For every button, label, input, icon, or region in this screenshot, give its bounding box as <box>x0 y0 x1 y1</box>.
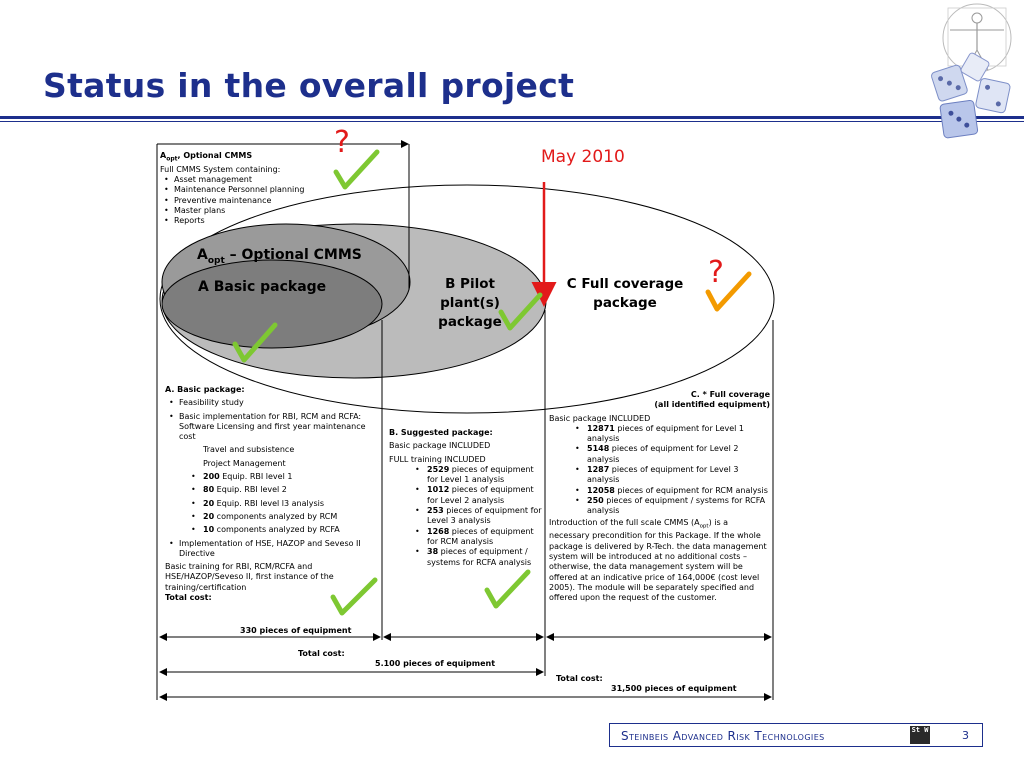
equipment-desc: pieces of equipment for Level 2 analysis <box>427 485 534 505</box>
suggested-list <box>389 465 544 568</box>
equipment-count: 1268 <box>427 526 450 536</box>
basic-training: Basic training for RBI, RCM/RCFA and HSE/HAZOP/Seveso II, first instance of the training/certification <box>165 562 334 592</box>
checkmark-icon-suggested-total <box>487 572 528 606</box>
equipment-item <box>389 465 544 486</box>
basic-item-implementation: • Basic implementation for RBI, RCM and RCFA: Software Licensing and first year maintenance cost <box>165 412 377 443</box>
steinbeis-logo-icon: St W <box>910 726 930 744</box>
equipment-count: 2529 <box>427 464 450 474</box>
equipment-count: 12871 <box>587 423 615 433</box>
optional-cmms-item: • Maintenance Personnel planning <box>160 185 340 195</box>
equipment-count: 5148 <box>587 444 610 454</box>
equipment-item <box>549 444 770 465</box>
equipment-item <box>165 485 377 495</box>
equipment-item <box>549 486 770 496</box>
equipment-desc: pieces of equipment for RCM analysis <box>614 485 768 495</box>
equipment-item <box>549 424 770 445</box>
equipment-count: 12058 <box>587 485 615 495</box>
full-title-1: C. * Full coverage <box>690 390 770 399</box>
aopt-ellipse-label: $A_{opt}$ – Optional CMMS <box>197 247 362 266</box>
optional-cmms-list <box>160 175 340 226</box>
equipment-desc: pieces of equipment for Level 2 analysis <box>587 444 739 464</box>
equipment-desc: components analyzed by RCM <box>214 511 338 521</box>
equipment-item <box>549 465 770 486</box>
suggested-training-included: FULL training INCLUDED <box>389 454 486 464</box>
basic-item-travel: Travel and subsistence <box>203 445 295 455</box>
equipment-desc: Equip. RBI level 1 <box>219 472 293 482</box>
c-full-label: C Full coverage package <box>566 276 684 311</box>
equipment-desc: pieces of equipment for Level 1 analysis <box>427 464 534 485</box>
slide-title: Status in the overall project <box>43 66 575 105</box>
equipment-count: 38 <box>427 547 439 557</box>
equipment-desc: Equip. RBI level 2 <box>214 485 287 495</box>
a-basic-ellipse <box>162 260 382 348</box>
full-list <box>549 424 770 517</box>
equipment-count: 1287 <box>587 465 610 475</box>
suggested-total-label: Total cost: <box>298 649 345 658</box>
optional-cmms-box <box>160 151 340 227</box>
equipment-desc: pieces of equipment for Level 3 analysis <box>427 506 542 526</box>
equipment-count: 80 <box>203 485 215 495</box>
footer-company-name: Steinbeis Advanced Risk Technologies <box>621 729 825 743</box>
equipment-count: 1012 <box>427 485 450 495</box>
equipment-item <box>165 499 377 509</box>
optional-cmms-title: $A_{opt}$, Optional CMMS <box>160 151 253 163</box>
suggested-package-box <box>389 428 544 568</box>
basic-item-pm: Project Management <box>203 458 286 468</box>
equipment-desc: Equip. RBI level l3 analysis <box>214 498 325 508</box>
equipment-desc: pieces of equipment for Level 3 analysis <box>587 465 739 485</box>
basic-equipment-list <box>165 472 377 535</box>
basic-title: A. Basic package: <box>165 385 245 394</box>
equipment-count: 253 <box>427 506 444 516</box>
full-title-2: (all identified equipment) <box>654 400 770 410</box>
equipment-desc: pieces of equipment for RCM analysis <box>427 526 534 546</box>
basic-item-hse: • Implementation of HSE, HAZOP and Seveso II Directive <box>165 539 377 560</box>
full-total-label: Total cost: <box>556 674 603 683</box>
basic-item-feasibility: • Feasibility study <box>165 398 377 408</box>
question-mark-aopt: ? <box>334 125 350 160</box>
optional-cmms-item: • Preventive maintenance <box>160 196 340 206</box>
equipment-count: 200 <box>203 472 220 482</box>
b-pilot-label: B Pilot plant(s) package <box>438 276 502 330</box>
optional-cmms-item: • Master plans <box>160 206 340 216</box>
equipment-desc: pieces of equipment / systems for RCFA analysis <box>427 547 532 567</box>
equipment-count: 20 <box>203 498 215 508</box>
question-mark-c: ? <box>708 255 724 290</box>
equipment-desc: pieces of equipment for Level 1 analysis <box>587 423 745 444</box>
a-basic-label: A Basic package <box>198 279 327 295</box>
suggested-basic-included: Basic package INCLUDED <box>389 441 491 451</box>
basic-total-value: 330 pieces of equipment <box>240 626 352 635</box>
equipment-item <box>389 506 544 527</box>
may-2010-label: May 2010 <box>541 147 625 167</box>
equipment-item <box>389 547 544 568</box>
full-basic-included: Basic package INCLUDED <box>549 413 651 423</box>
equipment-item <box>389 485 544 506</box>
equipment-item <box>165 472 377 482</box>
equipment-count: 250 <box>587 495 604 505</box>
suggested-total-value: 5.100 pieces of equipment <box>375 659 496 668</box>
equipment-item <box>165 512 377 522</box>
footer-box <box>609 723 983 747</box>
page-number: 3 <box>962 729 969 742</box>
optional-cmms-item: • Asset management <box>160 175 340 185</box>
full-intro: Introduction of the full scale CMMS $(A_{opt})$ is a necessary precondition for this Package. If the whole package is delivered by R-Tech. the data management system will be introduced at no additional costs – otherwise, the data management system will be offered at an indicative price of 164,000€ (cost level 2005). The module will be separately specified and offered upon the request of the customer. <box>549 517 767 603</box>
basic-total-label: Total cost: <box>165 593 212 603</box>
equipment-item <box>389 527 544 548</box>
full-total-value: 31,500 pieces of equipment <box>611 684 737 693</box>
equipment-desc: pieces of equipment / systems for RCFA analysis <box>587 495 766 516</box>
basic-package-box <box>165 385 377 603</box>
equipment-desc: components analyzed by RCFA <box>214 525 340 535</box>
equipment-item <box>549 496 770 517</box>
full-coverage-box <box>549 390 770 604</box>
equipment-count: 20 <box>203 511 215 521</box>
suggested-title: B. Suggested package: <box>389 428 493 437</box>
equipment-item <box>165 525 377 535</box>
equipment-count: 10 <box>203 525 215 535</box>
optional-cmms-intro: Full CMMS System containing: <box>160 164 281 174</box>
optional-cmms-item: • Reports <box>160 216 340 226</box>
